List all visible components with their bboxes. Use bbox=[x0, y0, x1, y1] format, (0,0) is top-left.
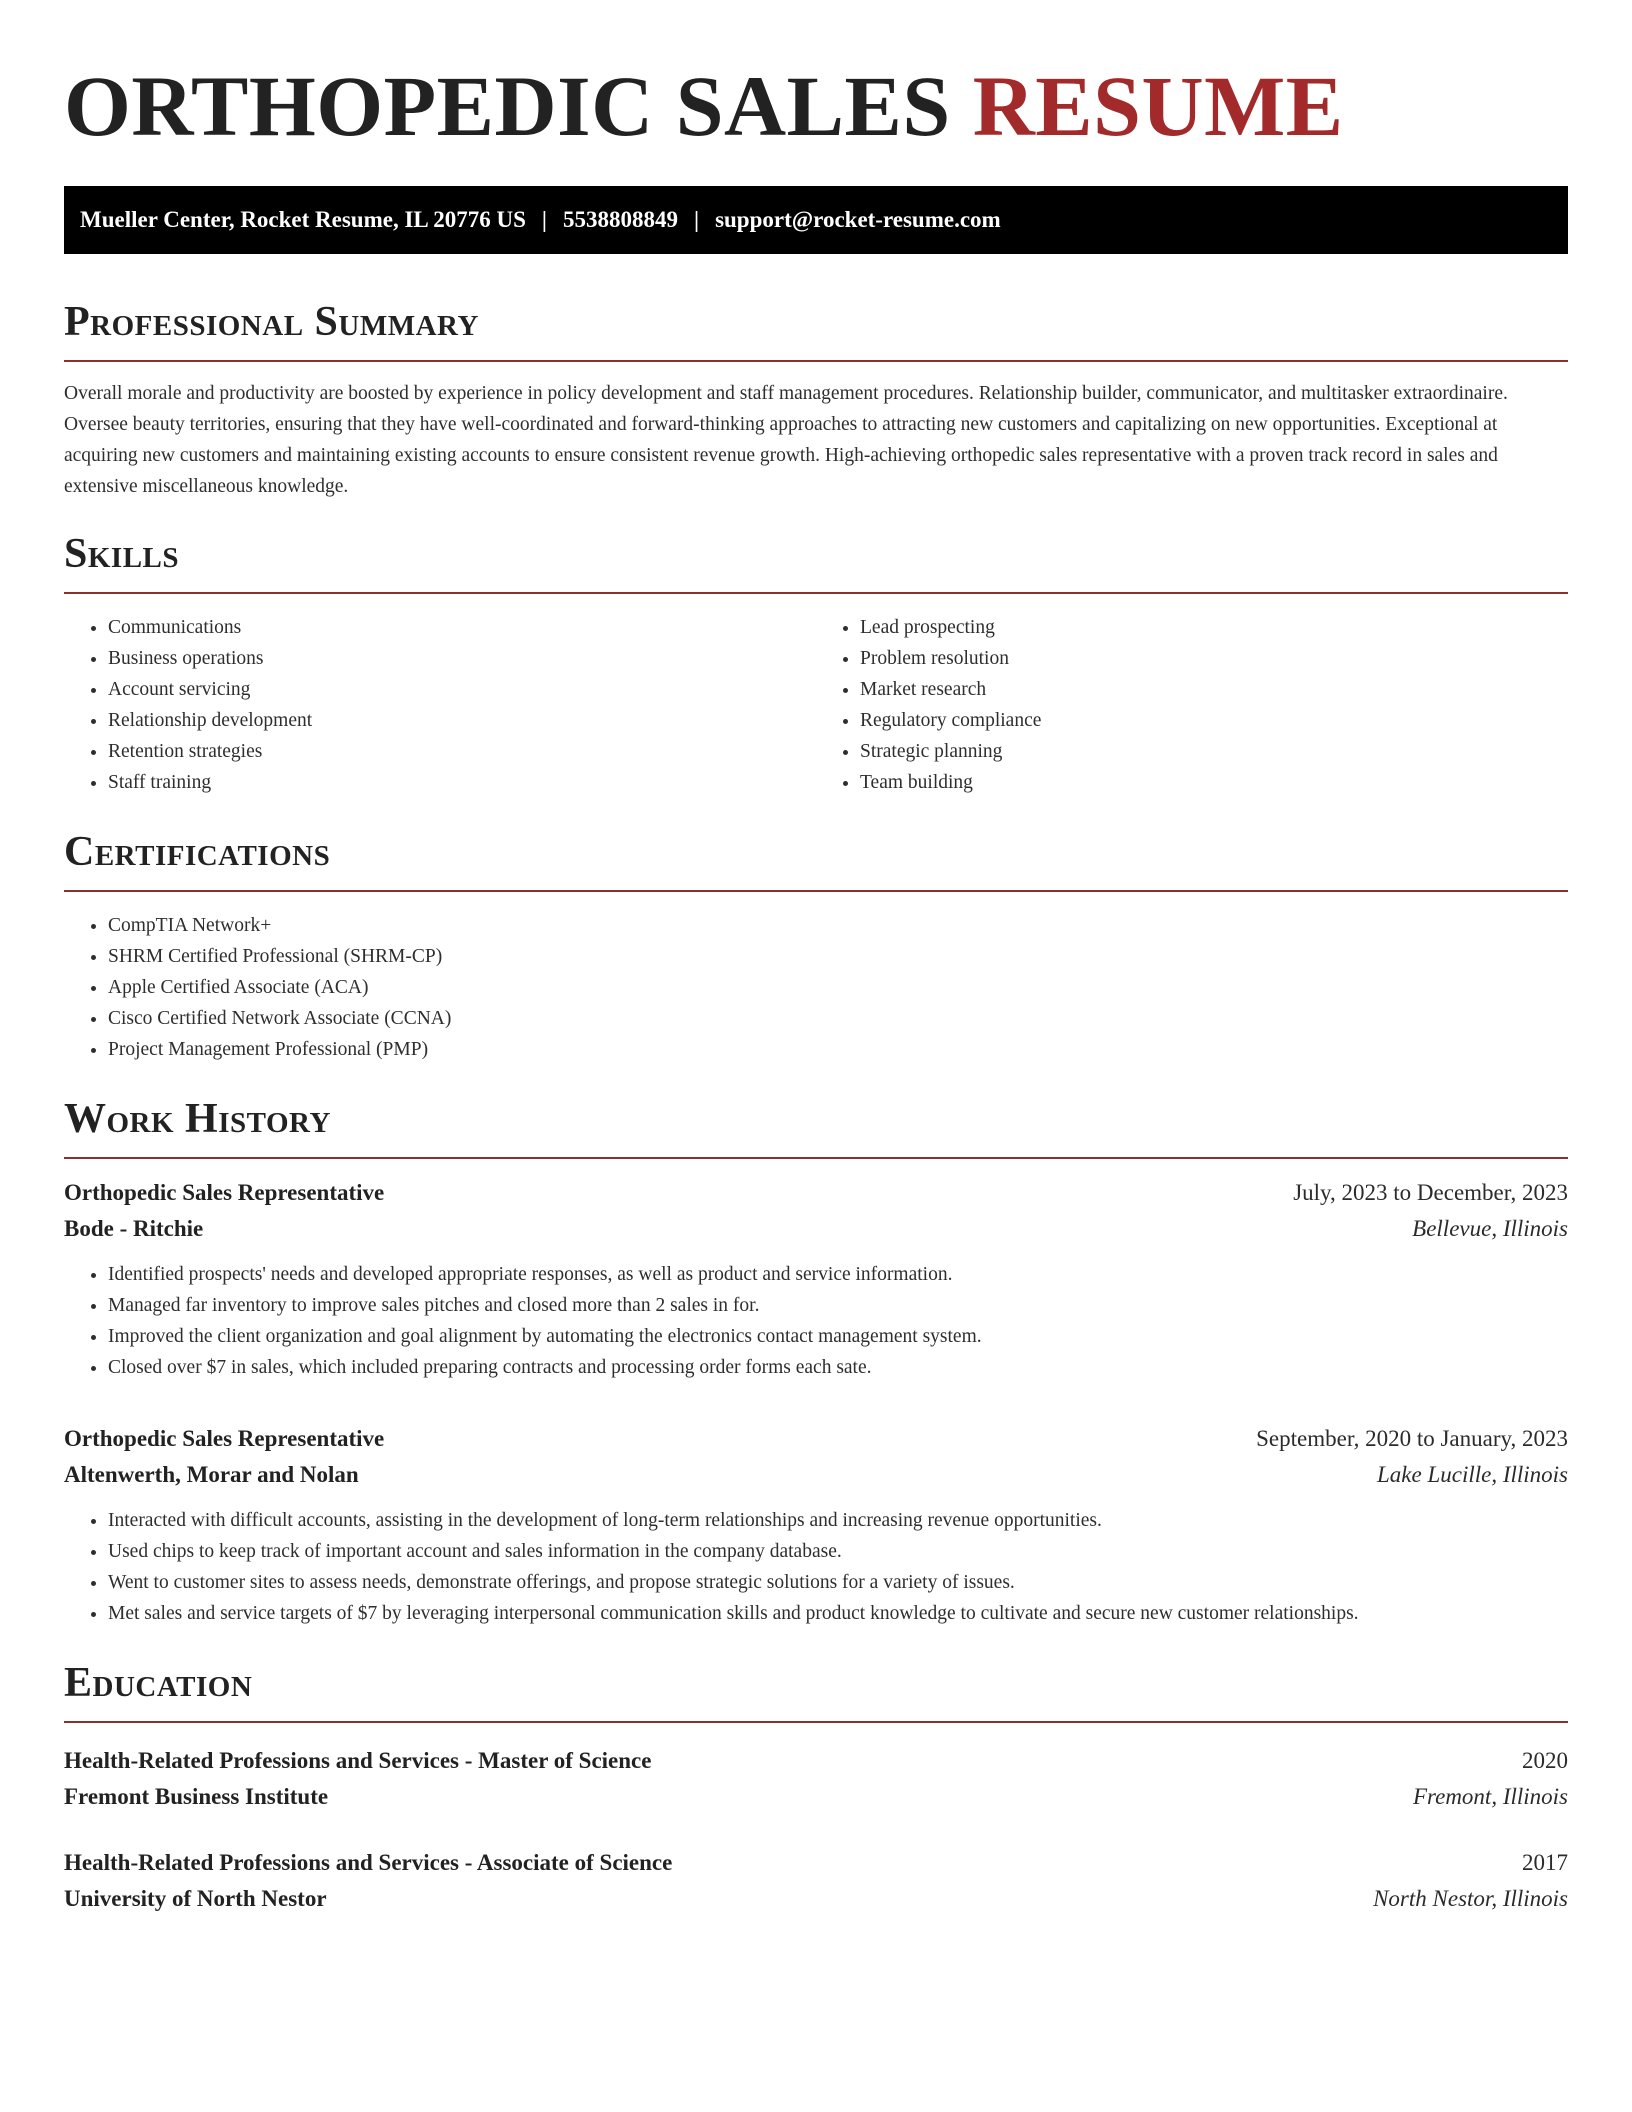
title-main: ORTHOPEDIC SALES bbox=[64, 58, 951, 154]
section-heading-summary: Professional Summary bbox=[64, 298, 1568, 362]
section-heading-certifications: Certifications bbox=[64, 828, 1568, 892]
education-entry bbox=[64, 1845, 1568, 1917]
certification-item: • SHRM Certified Professional (SHRM-CP) bbox=[108, 941, 1568, 972]
contact-phone[interactable]: 5538808849 bbox=[562, 207, 678, 232]
summary-text: Overall morale and productivity are boosted by experience in policy development and staff management procedures. Relationship builder, communicator, and multitasker extraordinaire. Oversee beauty territories, ensuring that they have well-coordinated and forward-thinking approaches to attracting new customers and capitalizing on new opportunities. Exceptional at acquiring new customers and maintaining existing accounts to ensure consistent revenue growth. High-achieving orthopedic sales representative with a proven track record in sales and extensive miscellaneous knowledge. bbox=[64, 383, 1508, 497]
skill-item: • Relationship development bbox=[108, 705, 816, 736]
job-company-row bbox=[64, 1211, 1568, 1247]
skill-item: • Staff training bbox=[108, 767, 816, 798]
education-section bbox=[64, 1659, 1568, 1917]
certification-item: • Project Management Professional (PMP) bbox=[108, 1034, 1568, 1065]
skills-section bbox=[64, 530, 1568, 798]
education-school: Fremont Business Institute bbox=[64, 1784, 329, 1809]
job-entry bbox=[64, 1175, 1568, 1383]
skill-item: • Problem resolution bbox=[860, 643, 1568, 674]
skills-list-left bbox=[64, 612, 816, 798]
education-degree: Health-Related Professions and Services - Master of Science bbox=[64, 1748, 652, 1773]
job-entry bbox=[64, 1421, 1568, 1629]
job-bullet: • Went to customer sites to assess needs, demonstrate offerings, and propose strategic solutions for a variety of issues. bbox=[108, 1567, 1568, 1598]
skill-item: • Retention strategies bbox=[108, 736, 816, 767]
job-title: Orthopedic Sales Representative bbox=[64, 1426, 385, 1451]
job-header-row bbox=[64, 1175, 1568, 1211]
title-accent: RESUME bbox=[972, 58, 1344, 154]
skill-item: • Account servicing bbox=[108, 674, 816, 705]
certifications-list bbox=[64, 910, 1568, 1065]
professional-summary-section bbox=[64, 298, 1568, 502]
job-title: Orthopedic Sales Representative bbox=[64, 1180, 385, 1205]
certifications-section bbox=[64, 828, 1568, 1065]
education-location: Fremont, Illinois bbox=[1412, 1784, 1568, 1809]
skill-item: • Strategic planning bbox=[860, 736, 1568, 767]
education-degree-row bbox=[64, 1743, 1568, 1779]
job-company: Altenwerth, Morar and Nolan bbox=[64, 1462, 359, 1487]
contact-bar bbox=[64, 186, 1568, 254]
job-bullet: • Managed far inventory to improve sales pitches and closed more than 2 sales in for. bbox=[108, 1290, 1568, 1321]
skill-item: • Business operations bbox=[108, 643, 816, 674]
education-degree-row bbox=[64, 1845, 1568, 1881]
section-heading-education: Education bbox=[64, 1659, 1568, 1723]
job-bullet: • Met sales and service targets of $7 by leveraging interpersonal communication skills and product knowledge to cultivate and secure new customer relationships. bbox=[108, 1598, 1568, 1629]
job-company-row bbox=[64, 1457, 1568, 1493]
section-heading-work-history: Work History bbox=[64, 1095, 1568, 1159]
contact-address: Mueller Center, Rocket Resume, IL 20776 US bbox=[80, 207, 526, 232]
education-entry bbox=[64, 1743, 1568, 1815]
skill-item: • Market research bbox=[860, 674, 1568, 705]
education-location: North Nestor, Illinois bbox=[1373, 1886, 1568, 1911]
education-year: 2020 bbox=[1522, 1748, 1568, 1773]
education-degree: Health-Related Professions and Services - Associate of Science bbox=[64, 1850, 673, 1875]
job-company: Bode - Ritchie bbox=[64, 1216, 204, 1241]
job-bullet: • Improved the client organization and goal alignment by automating the electronics contact management system. bbox=[108, 1321, 1568, 1352]
skill-item: • Team building bbox=[860, 767, 1568, 798]
job-bullet: • Used chips to keep track of important account and sales information in the company database. bbox=[108, 1536, 1568, 1567]
job-bullets bbox=[64, 1259, 1568, 1383]
job-dates: July, 2023 to December, 2023 bbox=[1293, 1180, 1568, 1205]
section-heading-skills: Skills bbox=[64, 530, 1568, 594]
contact-separator: | bbox=[541, 207, 547, 232]
job-location: Bellevue, Illinois bbox=[1412, 1216, 1568, 1241]
skill-item: • Regulatory compliance bbox=[860, 705, 1568, 736]
skill-item: • Communications bbox=[108, 612, 816, 643]
job-bullets bbox=[64, 1505, 1568, 1629]
education-school: University of North Nestor bbox=[64, 1886, 327, 1911]
certification-item: • Apple Certified Associate (ACA) bbox=[108, 972, 1568, 1003]
job-location: Lake Lucille, Illinois bbox=[1376, 1462, 1568, 1487]
job-dates: September, 2020 to January, 2023 bbox=[1256, 1426, 1568, 1451]
education-school-row bbox=[64, 1881, 1568, 1917]
certification-item: • CompTIA Network+ bbox=[108, 910, 1568, 941]
contact-email[interactable]: support@rocket-resume.com bbox=[715, 207, 1001, 232]
job-bullet: • Identified prospects' needs and developed appropriate responses, as well as product and service information. bbox=[108, 1259, 1568, 1290]
education-year: 2017 bbox=[1522, 1850, 1568, 1875]
skills-grid bbox=[64, 612, 1568, 798]
resume-title bbox=[64, 56, 1568, 156]
job-header-row bbox=[64, 1421, 1568, 1457]
work-history-section bbox=[64, 1095, 1568, 1629]
certification-item: • Cisco Certified Network Associate (CCNA) bbox=[108, 1003, 1568, 1034]
job-bullet: • Interacted with difficult accounts, assisting in the development of long-term relationships and increasing revenue opportunities. bbox=[108, 1505, 1568, 1536]
contact-separator: | bbox=[693, 207, 700, 232]
skills-list-right bbox=[816, 612, 1568, 798]
skill-item: • Lead prospecting bbox=[860, 612, 1568, 643]
education-school-row bbox=[64, 1779, 1568, 1815]
job-bullet: • Closed over $7 in sales, which included preparing contracts and processing order forms each sate. bbox=[108, 1352, 1568, 1383]
